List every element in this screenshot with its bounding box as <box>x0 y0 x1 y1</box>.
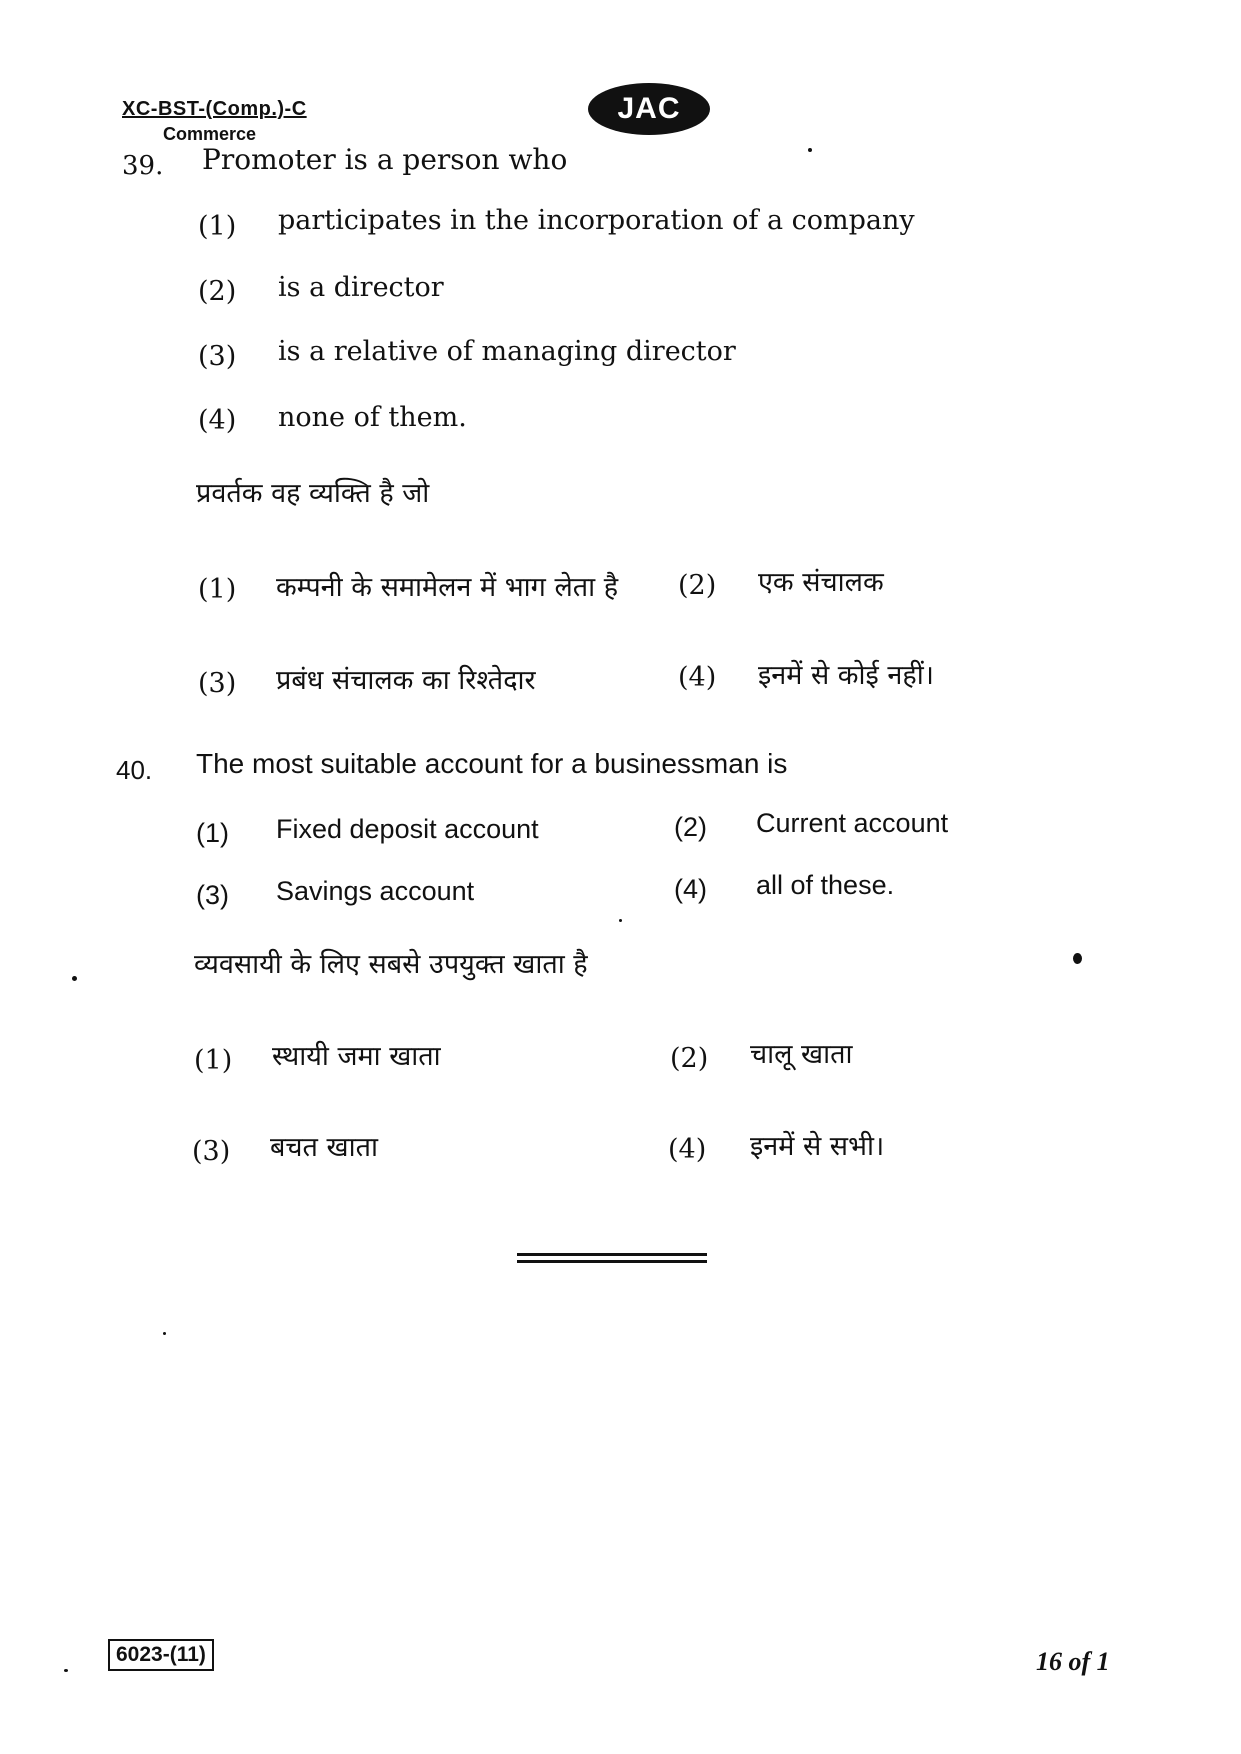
q40-hindi-option-2-number: (2) <box>670 1043 709 1074</box>
q40-option-3-number: (3) <box>196 880 229 910</box>
jac-logo-badge: JAC <box>588 83 710 135</box>
subject-label: Commerce <box>163 124 257 144</box>
q39-question: Promoter is a person who <box>202 143 568 176</box>
q39-option-4-number: (4) <box>198 405 237 436</box>
q40-hindi-question: व्यवसायी के लिए सबसे उपयुक्त खाता है <box>194 949 588 980</box>
scan-speck <box>808 148 812 152</box>
q39-hindi-option-2-text: एक संचालक <box>758 567 884 598</box>
end-rule-bottom <box>517 1260 707 1263</box>
q40-option-1-number: (1) <box>196 818 229 848</box>
q39-option-4-text: none of them. <box>278 402 467 433</box>
q39-hindi-option-1-text: कम्पनी के समामेलन में भाग लेता है <box>276 572 619 603</box>
q39-option-1-text: participates in the incorporation of a company <box>278 205 915 236</box>
q40-option-3-text: Savings account <box>276 876 475 906</box>
scan-speck <box>64 1669 68 1672</box>
q40-hindi-option-1-text: स्थायी जमा खाता <box>272 1041 441 1072</box>
q39-option-3-number: (3) <box>198 341 237 372</box>
scan-speck <box>1073 953 1082 964</box>
scan-speck <box>72 976 77 981</box>
q40-hindi-option-4-number: (4) <box>668 1134 707 1165</box>
page-number: 16 of 1 <box>1036 1647 1110 1676</box>
q39-option-1-number: (1) <box>198 211 237 242</box>
booklet-code-box: 6023-(11) <box>108 1639 214 1671</box>
end-rule-top <box>517 1253 707 1256</box>
q40-hindi-option-3-number: (3) <box>192 1136 231 1167</box>
q40-option-2-text: Current account <box>756 808 949 838</box>
q40-question: The most suitable account for a businessman is <box>196 748 788 779</box>
q40-option-4-number: (4) <box>674 874 707 904</box>
scan-speck <box>619 919 622 922</box>
q40-hindi-option-1-number: (1) <box>194 1045 233 1076</box>
q39-number: 39. <box>122 151 164 181</box>
q39-hindi-question: प्रवर्तक वह व्यक्ति है जो <box>196 478 430 509</box>
q39-hindi-option-1-number: (1) <box>198 574 237 605</box>
q40-hindi-option-3-text: बचत खाता <box>270 1132 378 1163</box>
q39-hindi-option-4-number: (4) <box>678 662 717 693</box>
q40-hindi-option-2-text: चालू खाता <box>750 1039 853 1070</box>
q39-hindi-option-3-text: प्रबंध संचालक का रिश्तेदार <box>276 665 536 696</box>
q39-option-2-text: is a director <box>278 272 444 303</box>
q39-hindi-option-4-text: इनमें से कोई नहीं। <box>758 660 934 691</box>
q39-option-2-number: (2) <box>198 276 237 307</box>
q39-option-3-text: is a relative of managing director <box>278 336 736 367</box>
paper-code: XC-BST-(Comp.)-C <box>122 98 307 120</box>
scan-speck <box>163 1332 166 1335</box>
q40-option-2-number: (2) <box>674 812 707 842</box>
q40-number: 40. <box>116 755 153 785</box>
q39-hindi-option-3-number: (3) <box>198 668 237 699</box>
q40-hindi-option-4-text: इनमें से सभी। <box>750 1131 885 1162</box>
q40-option-1-text: Fixed deposit account <box>276 814 539 844</box>
q39-hindi-option-2-number: (2) <box>678 570 717 601</box>
q40-option-4-text: all of these. <box>756 870 895 900</box>
